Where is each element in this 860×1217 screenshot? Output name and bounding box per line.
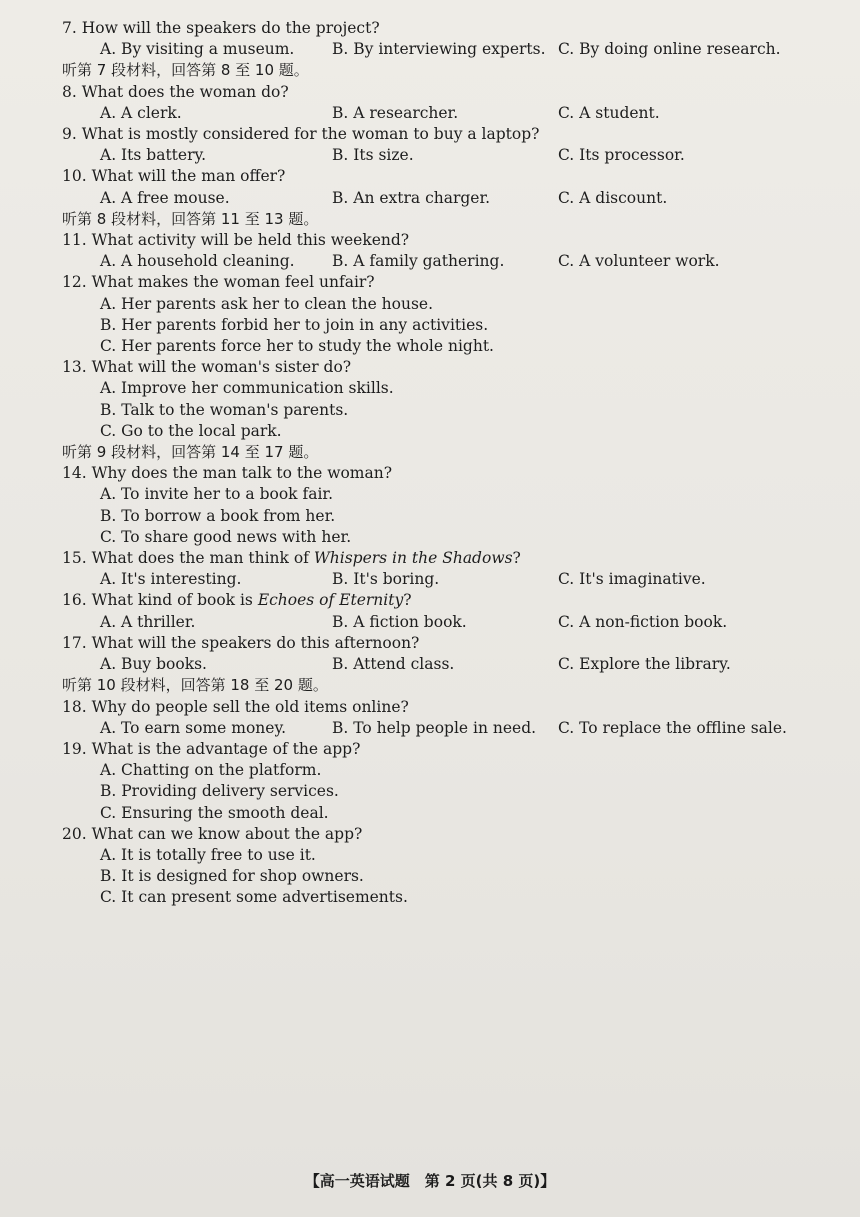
question-16 xyxy=(62,590,802,611)
option-c: C. Her parents force her to study the whole night. xyxy=(100,337,494,356)
option-c: C. A volunteer work. xyxy=(558,252,720,271)
option-b: B. By interviewing experts. xyxy=(332,40,546,59)
option-b: B. Attend class. xyxy=(332,655,455,674)
option-b: B. It's boring. xyxy=(332,570,440,589)
option-b: B. A fiction book. xyxy=(332,612,467,631)
option-a: A. Chatting on the platform. xyxy=(100,761,322,780)
question-18: 18. Why do people sell the old items online? xyxy=(62,697,409,716)
option-b: B. Talk to the woman's parents. xyxy=(100,400,349,419)
question-16-prefix: 16. What kind of book is xyxy=(62,591,258,610)
option-c: C. A student. xyxy=(558,103,660,122)
option-a: A. It is totally free to use it. xyxy=(100,845,316,864)
option-c: C. To share good news with her. xyxy=(100,527,352,546)
question-15-prefix: 15. What does the man think of xyxy=(62,549,314,568)
option-b: B. It is designed for shop owners. xyxy=(100,867,364,886)
section-heading-9: 听第 9 段材料，回答第 14 至 17 题。 xyxy=(62,443,319,462)
question-13: 13. What will the woman's sister do? xyxy=(62,358,352,377)
option-c: C. Explore the library. xyxy=(558,655,731,674)
option-a: A. A household cleaning. xyxy=(100,252,295,271)
question-15 xyxy=(62,548,802,569)
question-12: 12. What makes the woman feel unfair? xyxy=(62,273,375,292)
section-heading-7: 听第 7 段材料，回答第 8 至 10 题。 xyxy=(62,61,309,80)
option-a: A. Improve her communication skills. xyxy=(100,379,394,398)
question-15-suffix: ? xyxy=(512,549,521,568)
option-b: B. To borrow a book from her. xyxy=(100,506,336,525)
options-17 xyxy=(62,654,802,675)
options-16 xyxy=(62,612,802,633)
option-a: A. Buy books. xyxy=(100,655,207,674)
option-a: A. A free mouse. xyxy=(100,188,230,207)
option-b: B. A researcher. xyxy=(332,103,459,122)
question-14: 14. Why does the man talk to the woman? xyxy=(62,464,393,483)
question-11: 11. What activity will be held this weekend? xyxy=(62,231,410,250)
option-c: C. It can present some advertisements. xyxy=(100,888,408,907)
page-footer: 【高一英语试题 第 2 页(共 8 页)】 xyxy=(304,1172,556,1190)
option-b: B. To help people in need. xyxy=(332,718,537,737)
section-heading-10: 听第 10 段材料，回答第 18 至 20 题。 xyxy=(62,676,328,695)
option-a: A. It's interesting. xyxy=(100,570,242,589)
book-title: Whispers in the Shadows xyxy=(313,549,513,568)
option-a: A. A clerk. xyxy=(100,103,182,122)
option-a: A. By visiting a museum. xyxy=(100,40,295,59)
option-c: C. A discount. xyxy=(558,188,668,207)
question-8: 8. What does the woman do? xyxy=(62,82,289,101)
options-18 xyxy=(62,718,802,739)
question-10: 10. What will the man offer? xyxy=(62,167,286,186)
option-b: B. Providing delivery services. xyxy=(100,782,339,801)
option-b: B. A family gathering. xyxy=(332,252,505,271)
question-17: 17. What will the speakers do this afternoon? xyxy=(62,633,420,652)
options-11 xyxy=(62,251,802,272)
options-10 xyxy=(62,188,802,209)
book-title: Echoes of Eternity xyxy=(257,591,404,610)
question-9: 9. What is mostly considered for the woman to buy a laptop? xyxy=(62,125,540,144)
question-16-suffix: ? xyxy=(403,591,412,610)
option-b: B. Her parents forbid her to join in any activities. xyxy=(100,315,489,334)
option-a: A. To invite her to a book fair. xyxy=(100,485,334,504)
option-a: A. Its battery. xyxy=(100,146,207,165)
question-20: 20. What can we know about the app? xyxy=(62,824,363,843)
options-7 xyxy=(62,39,802,60)
option-b: B. Its size. xyxy=(332,146,414,165)
option-c: C. It's imaginative. xyxy=(558,570,706,589)
options-8 xyxy=(62,103,802,124)
options-9 xyxy=(62,145,802,166)
section-heading-8: 听第 8 段材料，回答第 11 至 13 题。 xyxy=(62,209,319,228)
option-c: C. To replace the offline sale. xyxy=(558,718,787,737)
option-c: C. A non-fiction book. xyxy=(558,612,728,631)
option-a: A. A thriller. xyxy=(100,612,196,631)
question-7: 7. How will the speakers do the project? xyxy=(62,19,380,37)
question-19: 19. What is the advantage of the app? xyxy=(62,739,361,758)
option-c: C. Go to the local park. xyxy=(100,421,282,440)
listening-section xyxy=(62,18,802,909)
option-a: A. To earn some money. xyxy=(100,718,287,737)
option-c: C. Ensuring the smooth deal. xyxy=(100,803,329,822)
option-c: C. By doing online research. xyxy=(558,40,781,59)
option-b: B. An extra charger. xyxy=(332,188,491,207)
option-c: C. Its processor. xyxy=(558,146,685,165)
option-a: A. Her parents ask her to clean the house. xyxy=(100,294,434,313)
options-15 xyxy=(62,569,802,590)
